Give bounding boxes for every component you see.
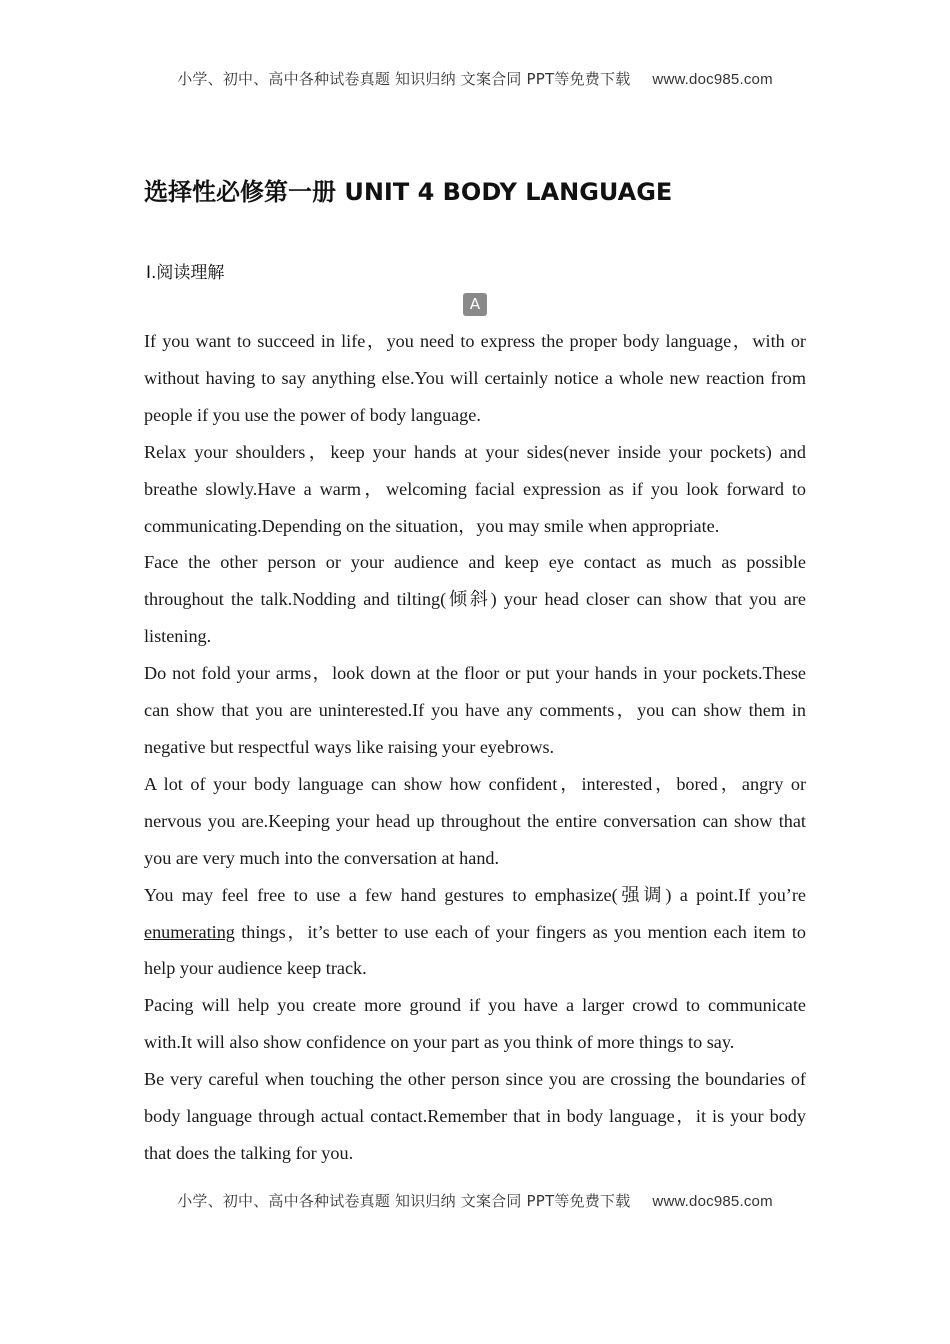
underlined-word: enumerating: [144, 921, 235, 942]
paragraph-6-part-2: things，it’s better to use each of your fingers as you mention each item to help your audience keep track.: [144, 921, 806, 979]
section-heading: Ⅰ.阅读理解: [146, 263, 225, 283]
footer-text: 小学、初中、高中各种试卷真题 知识归纳 文案合同 PPT等免费下载: [177, 1192, 631, 1210]
header-text: 小学、初中、高中各种试卷真题 知识归纳 文案合同 PPT等免费下载: [177, 70, 631, 88]
paragraph-5: A lot of your body language can show how confident，interested，bored，angry or nervous you are.Keeping your head up throughout the entire conversation can show that you are very much into the conversation at hand.: [144, 773, 806, 868]
passage-label-badge: A: [463, 293, 487, 316]
paragraph-3: Face the other person or your audience and keep eye contact as much as possible throughout the talk.Nodding and tilting(倾斜) your head closer can show that you are listening.: [144, 552, 806, 647]
paragraph-2: Relax your shoulders，keep your hands at your sides(never inside your pockets) and breathe slowly.Have a warm，welcoming facial expression as if you look forward to communicating.Depending on the situation，you may smile when appropriate.: [144, 441, 806, 536]
paragraph-1: If you want to succeed in life，you need to express the proper body language，with or without having to say anything else.You will certainly notice a whole new reaction from people if you use the power of body language.: [144, 331, 806, 425]
footer-url-link[interactable]: www.doc985.com: [652, 1193, 773, 1210]
page-header: [0, 68, 950, 89]
header-url-link[interactable]: www.doc985.com: [652, 71, 773, 88]
document-title: 选择性必修第一册 UNIT 4 BODY LANGUAGE: [144, 178, 673, 206]
paragraph-4: Do not fold your arms，look down at the floor or put your hands in your pockets.These can show that you are uninterested.If you have any comments，you can show them in negative but respectful ways like raising your eyebrows.: [144, 663, 806, 757]
page-footer: [0, 1190, 950, 1211]
passage-body: [144, 323, 806, 1172]
paragraph-6: [144, 877, 806, 988]
paragraph-6-part-1: You may feel free to use a few hand gestures to emphasize(强调) a point.If you’re: [144, 884, 806, 905]
paragraph-7: Pacing will help you create more ground if you have a larger crowd to communicate with.It will also show confidence on your part as you think of more things to say.: [144, 995, 806, 1053]
paragraph-8: Be very careful when touching the other person since you are crossing the boundaries of body language through actual contact.Remember that in body language，it is your body that does the talking for you.: [144, 1069, 806, 1163]
